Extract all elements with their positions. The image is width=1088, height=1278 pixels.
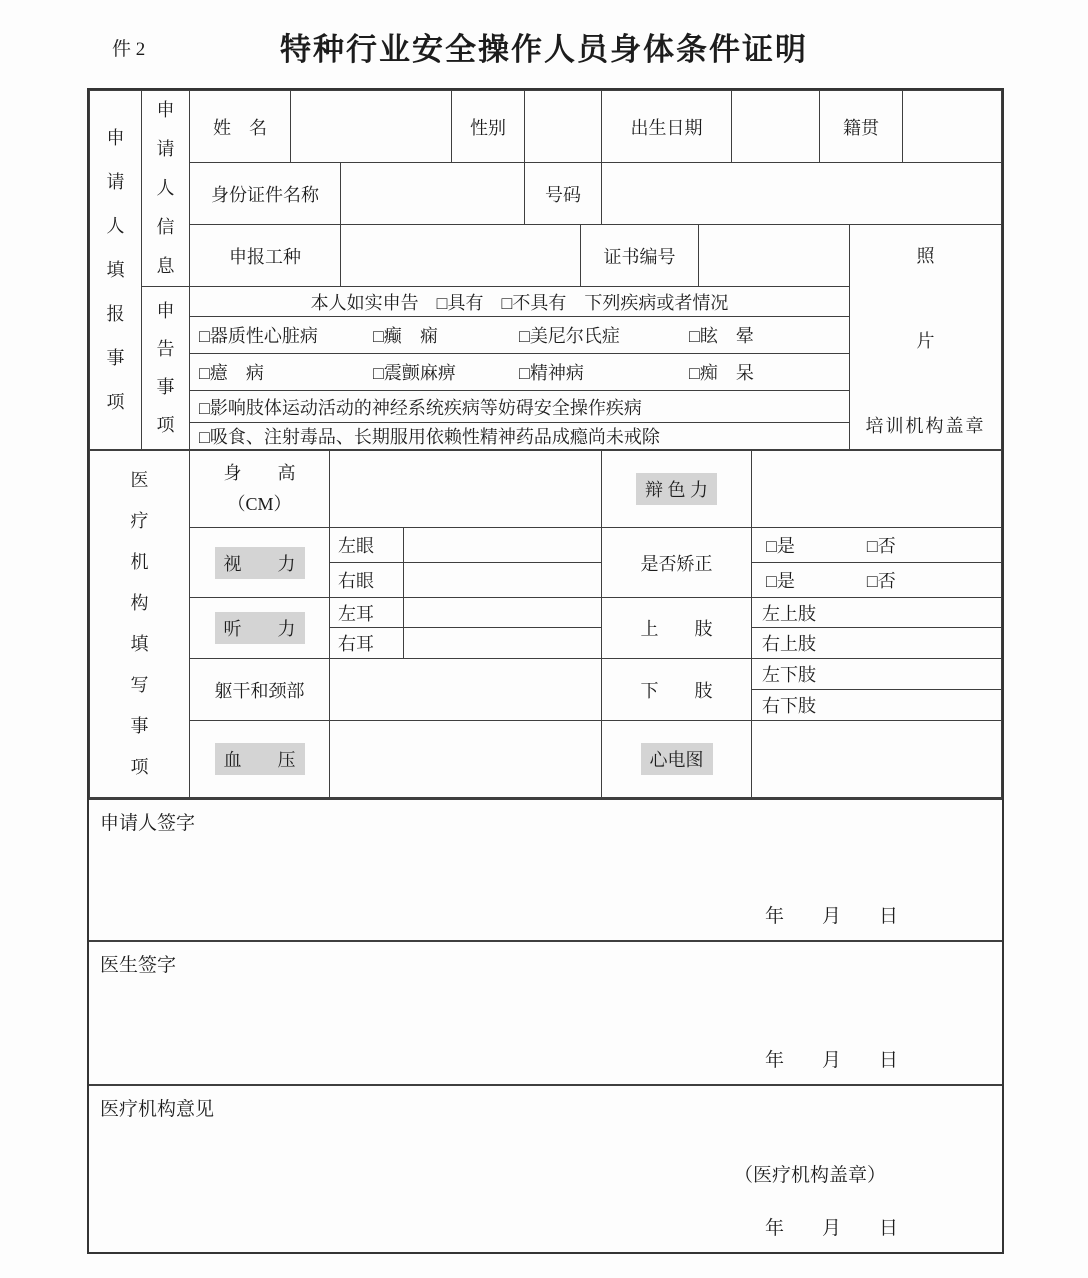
declaration-section-header	[142, 287, 190, 450]
applicant-signature-label: 申请人签字	[100, 813, 196, 834]
id-number-value-cell	[602, 163, 1002, 225]
color-vision-value-cell	[752, 451, 1002, 528]
page-title: 特种行业安全操作人员身体条件证明	[280, 32, 808, 67]
color-vision-label: 辩 色 力	[636, 473, 717, 505]
right-eye-label: 右眼	[330, 563, 404, 598]
applicant-info-label: 申请人信息	[156, 100, 175, 276]
vision-label: 视 力	[215, 547, 305, 579]
training-institution-seal-label: 培训机构盖章	[865, 416, 986, 436]
declaration-section-label: 申告事项	[156, 301, 175, 435]
disease-checkbox-hysteria: □癔 病	[199, 363, 264, 383]
upper-limb-label: 上 肢	[602, 598, 752, 659]
doctor-signature-block	[89, 940, 1002, 1084]
height-label: 身 高	[223, 462, 296, 483]
name-value-cell	[291, 91, 452, 163]
applicant-section-side-label: 申请人填报事项	[106, 128, 125, 412]
cert-number-value-cell	[699, 225, 850, 287]
name-label: 姓 名	[190, 91, 291, 163]
trade-label: 申报工种	[190, 225, 341, 287]
right-upper-limb-cell: 右上肢	[752, 628, 1002, 659]
applicant-info-header	[142, 91, 190, 287]
institution-seal-label: （医疗机构盖章）	[733, 1165, 886, 1186]
disease-checkbox-organic-heart: □器质性心脏病	[199, 326, 318, 346]
vision-label-cell	[190, 528, 330, 598]
left-ear-value-cell	[404, 598, 602, 628]
correction-yes-no-row-1: □是 □否	[752, 528, 1002, 563]
disease-checkbox-mental-illness: □精神病	[519, 363, 584, 383]
blood-pressure-value-cell	[330, 721, 602, 798]
applicant-section-table	[89, 90, 1002, 450]
right-lower-limb-cell: 右下肢	[752, 690, 1002, 721]
right-ear-value-cell	[404, 628, 602, 659]
disease-row-3	[190, 391, 850, 423]
trade-value-cell	[341, 225, 581, 287]
disease-checkbox-vertigo: □眩 晕	[689, 326, 754, 346]
cert-number-label: 证书编号	[581, 225, 699, 287]
id-number-label: 号码	[525, 163, 602, 225]
right-eye-value-cell	[404, 563, 602, 598]
doctor-signature-date: 年 月 日	[764, 1050, 898, 1071]
left-eye-label: 左眼	[330, 528, 404, 563]
ecg-value-cell	[752, 721, 1002, 798]
right-ear-label: 右耳	[330, 628, 404, 659]
lower-limb-label: 下 肢	[602, 659, 752, 721]
photo-label-middle: 片	[916, 331, 935, 351]
applicant-signature-date: 年 月 日	[764, 906, 898, 927]
applicant-section-side-header	[90, 91, 142, 450]
hearing-label: 听 力	[215, 612, 305, 644]
birthdate-label: 出生日期	[602, 91, 732, 163]
disease-checkbox-parkinsonism: □震颤麻痹	[373, 363, 456, 383]
origin-label: 籍贯	[820, 91, 903, 163]
certificate-form-table	[87, 88, 1004, 1254]
birthdate-value-cell	[732, 91, 820, 163]
blood-pressure-label: 血 压	[215, 743, 305, 775]
ecg-label: 心电图	[641, 743, 713, 775]
attachment-number-label: 件 2	[112, 39, 146, 60]
left-ear-label: 左耳	[330, 598, 404, 628]
left-eye-value-cell	[404, 528, 602, 563]
id-type-value-cell	[341, 163, 525, 225]
correction-label: 是否矫正	[602, 528, 752, 598]
origin-value-cell	[903, 91, 1002, 163]
height-unit-label: （CM）	[227, 494, 292, 514]
correction-yes-no-row-2: □是 □否	[752, 563, 1002, 598]
color-vision-label-cell	[602, 451, 752, 528]
disease-checkbox-meniere: □美尼尔氏症	[519, 326, 620, 346]
institution-opinion-block	[89, 1084, 1002, 1252]
height-value-cell	[330, 451, 602, 528]
institution-opinion-label: 医疗机构意见	[100, 1099, 215, 1120]
ecg-label-cell	[602, 721, 752, 798]
trunk-neck-value-cell	[330, 659, 602, 721]
disease-checkbox-dementia: □痴 呆	[689, 363, 754, 383]
disease-checkbox-drug-addiction: □吸食、注射毒品、长期服用依赖性精神药品成瘾尚未戒除	[199, 427, 660, 447]
disease-row-2	[190, 354, 850, 391]
id-type-label: 身份证件名称	[190, 163, 341, 225]
medical-section-side-label: 医疗机构填写事项	[130, 470, 149, 777]
trunk-neck-label: 躯干和颈部	[190, 659, 330, 721]
left-upper-limb-cell: 左上肢	[752, 598, 1002, 628]
institution-opinion-date: 年 月 日	[764, 1218, 898, 1239]
disease-checkbox-epilepsy: □癫 痫	[373, 326, 438, 346]
disease-row-4	[190, 423, 850, 450]
blood-pressure-label-cell	[190, 721, 330, 798]
photo-label-top: 照	[916, 246, 935, 266]
medical-section-side-header	[90, 451, 190, 798]
left-lower-limb-cell: 左下肢	[752, 659, 1002, 690]
doctor-signature-label: 医生签字	[100, 955, 177, 976]
disease-row-1	[190, 317, 850, 354]
applicant-signature-block	[89, 798, 1002, 940]
gender-label: 性别	[452, 91, 525, 163]
photo-cell	[850, 225, 1002, 450]
height-label-cell	[190, 451, 330, 528]
medical-section-table	[89, 450, 1002, 798]
hearing-label-cell	[190, 598, 330, 659]
disease-checkbox-nervous-system: □影响肢体运动活动的神经系统疾病等妨碍安全操作疾病	[199, 397, 642, 418]
declaration-header: 本人如实申告 □具有 □不具有 下列疾病或者情况	[190, 287, 850, 317]
gender-value-cell	[525, 91, 602, 163]
